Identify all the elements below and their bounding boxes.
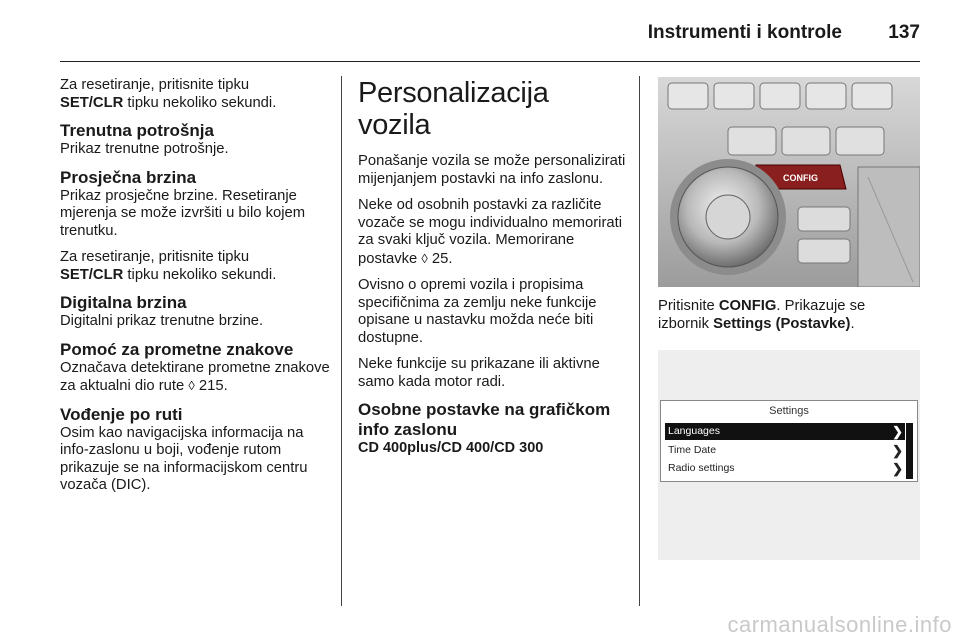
settings-screen-title: Settings [769,405,809,417]
page-ref-link[interactable]: 25. [427,250,453,267]
settings-screen [660,400,918,482]
model-line: CD 400plus/CD 400/CD 300 [358,440,544,456]
column-divider [341,76,342,606]
chevron-right-icon: ❯ [892,443,903,458]
page-ref-arrow-icon: ◊ [421,250,428,266]
section-text: Prikaz prosječne brzine. Resetiranje mjerenja se može izvršiti u bilo kojem trenutku. [60,187,306,239]
control-panel-illustration [658,77,920,287]
section-text: Prikaz trenutne potrošnje. [60,141,229,157]
right-column-text [658,298,920,342]
settings-item-radio-settings[interactable]: Radio settings ❯ [668,461,903,476]
config-button-label: CONFIG [783,173,818,183]
scrollbar[interactable] [906,423,913,479]
column-divider [639,76,640,606]
chevron-right-icon: ❯ [892,424,903,439]
section-heading: Digitalna brzina [60,293,187,312]
page-header [60,0,920,62]
page-number: 137 [888,22,920,43]
section-heading: Vođenje po ruti [60,404,183,424]
body-paragraph: Ovisno o opremi vozila i propisima specifičnima za zemlju neke funkcije opisane u nastavku možda neće biti dostupne. [358,277,597,346]
instruction-paragraph: Pritisnite CONFIG. Prikazuje se izbornik Settings (Postavke). [658,298,866,332]
section-text: Označava detektirane prometne znakove za aktualni dio rute ◊ 215. [60,359,330,394]
settings-item-languages[interactable]: Languages ❯ [665,423,905,440]
settings-item-time-date[interactable]: Time Date ❯ [668,443,903,458]
chevron-right-icon: ❯ [892,461,903,476]
section-heading: Pomoć za prometne znakove [60,339,294,359]
section-heading: Prosječna brzina [60,167,197,187]
watermark: carmanualsonline.info [727,612,952,637]
body-paragraph: Neke od osobnih postavki za različite vozače se mogu individualno memorirati za svaki ključ vozila. Memorirane postavke ◊ 25. [358,197,623,267]
page-ref-link[interactable]: 215. [194,378,228,394]
body-paragraph: Ponašanje vozila se može personalizirati mijenjanjem postavki na info zaslonu. [358,153,626,187]
middle-column [358,77,628,457]
section-text: Osim kao navigacijska informacija na info-zaslonu u boji, vođenje rutom prikazuje se na informacijskom centru vozača (DIC). [60,424,308,493]
settings-screen-illustration [658,350,920,560]
subsection-heading: Osobne postavke na grafičkom info zaslonu [358,400,611,439]
control-panel-photo [658,77,920,287]
page-title: Instrumenti i kontrole [647,22,842,43]
chapter-title: Personalizacija vozila [358,77,549,141]
left-column [60,77,332,504]
reset-paragraph: Za resetiranje, pritisnite tipku SET/CLR tipku nekoliko sekundi. [60,77,277,111]
section-heading: Trenutna potrošnja [60,121,214,140]
page-ref-arrow-icon: ◊ [188,378,195,393]
body-paragraph: Neke funkcije su prikazane ili aktivne samo kada motor radi. [358,356,600,390]
section-text: Digitalni prikaz trenutne brzine. [60,313,264,329]
reset-paragraph: Za resetiranje, pritisnite tipku SET/CLR tipku nekoliko sekundi. [60,249,277,283]
